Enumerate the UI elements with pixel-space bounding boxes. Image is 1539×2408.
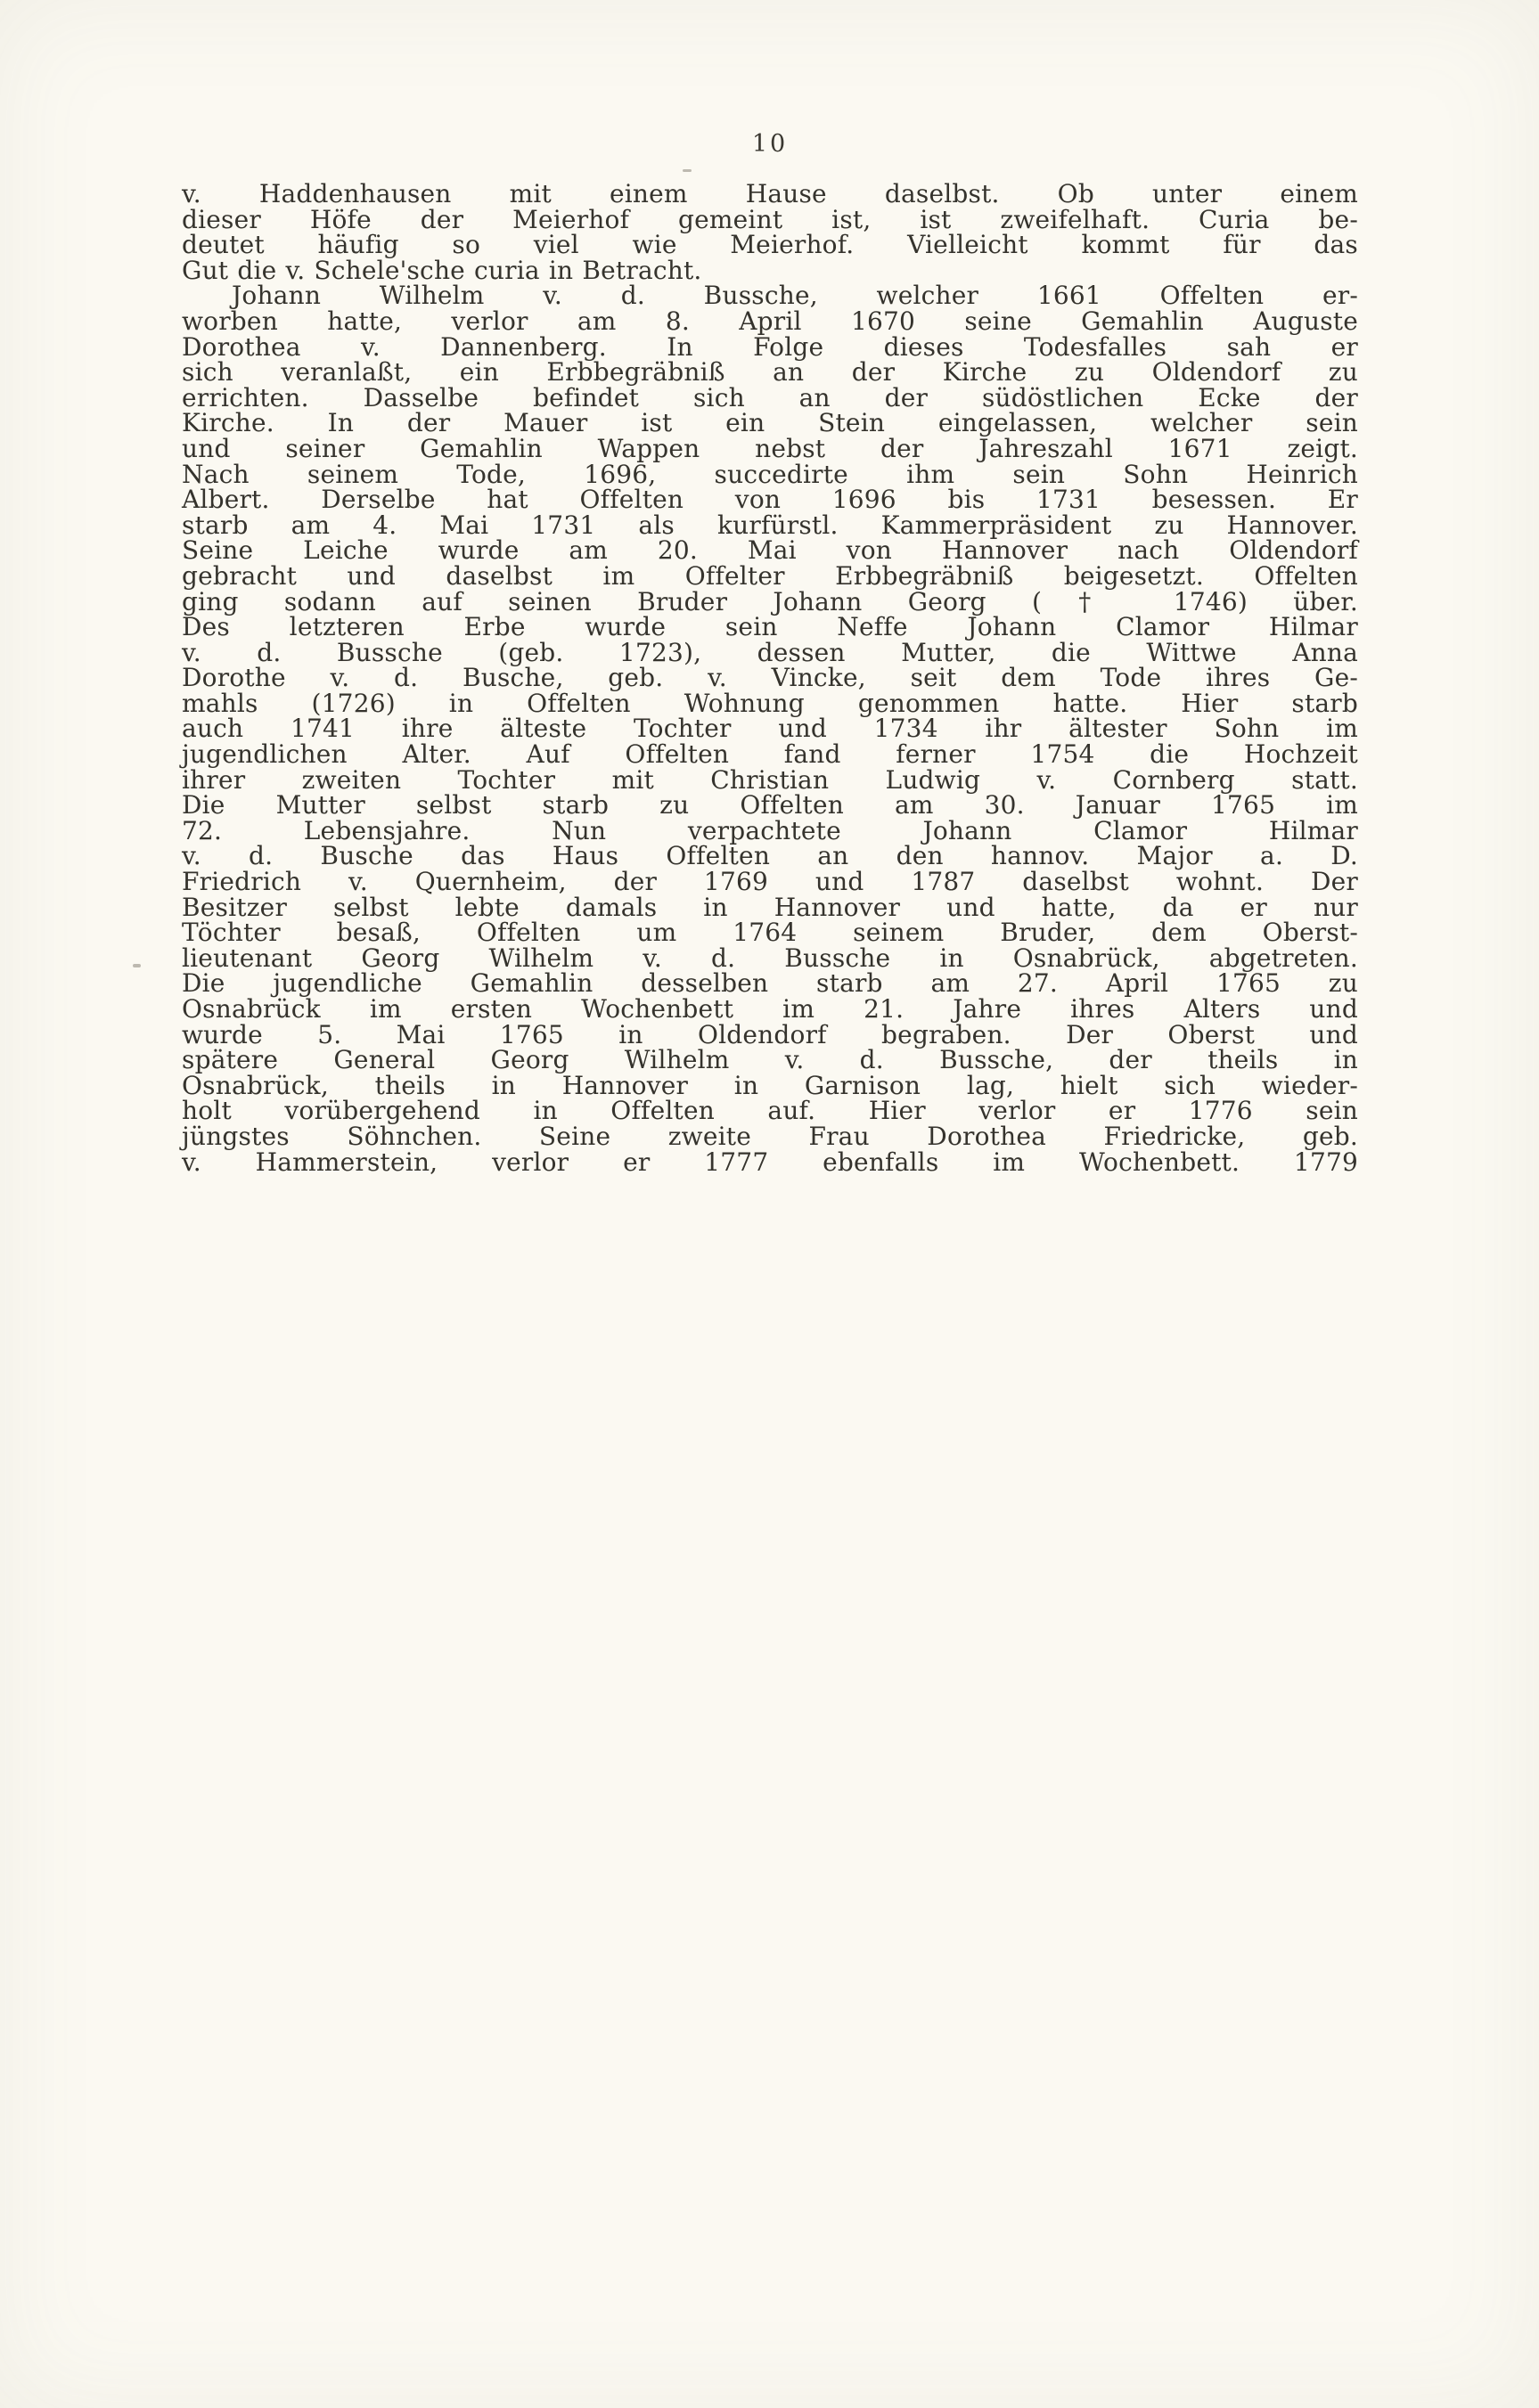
text-line: v. d. Bussche (geb. 1723), dessen Mutter, die Wittwe Anna xyxy=(182,637,1358,667)
text-line: sich veranlaßt, ein Erbbegräbniß an der Kirche zu Oldendorf zu xyxy=(182,357,1358,388)
text-line: Johann Wilhelm v. d. Bussche, welcher 1661 Offelten er- xyxy=(232,281,1358,311)
text-line: und seiner Gemahlin Wappen nebst der Jahreszahl 1671 zeigt. xyxy=(182,433,1358,463)
text-line: deutet häufig so viel wie Meierhof. Vielleicht kommt für das xyxy=(182,230,1358,260)
text-line: Albert. Derselbe hat Offelten von 1696 bis 1731 besessen. Er xyxy=(182,485,1358,515)
text-line: holt vorübergehend in Offelten auf. Hier verlor er 1776 sein xyxy=(182,1096,1358,1126)
text-line: Dorothe v. d. Busche, geb. v. Vincke, seit dem Tode ihres Ge- xyxy=(182,663,1358,693)
text-line: v. Hammerstein, verlor er 1777 ebenfalls im Wochenbett. 1779 xyxy=(182,1147,1358,1177)
text-line: Seine Leiche wurde am 20. Mai von Hannover nach Oldendorf xyxy=(182,535,1358,566)
text-line: v. d. Busche das Haus Offelten an den hannov. Major a. D. xyxy=(182,841,1358,871)
text-line: Des letzteren Erbe wurde sein Neffe Johann Clamor Hilmar xyxy=(182,612,1358,642)
scan-artifact-margin-dot xyxy=(133,964,141,967)
text-line: Osnabrück im ersten Wochenbett im 21. Jahre ihres Alters und xyxy=(182,994,1358,1024)
text-line: 72. Lebensjahre. Nun verpachtete Johann Clamor Hilmar xyxy=(182,815,1358,845)
text-line: Dorothea v. Dannenberg. In Folge dieses Todesfalles sah er xyxy=(182,331,1358,362)
text-line: spätere General Georg Wilhelm v. d. Bussche, der theils in xyxy=(182,1045,1358,1075)
body-text-block xyxy=(182,179,1358,1177)
text-line: jugendlichen Alter. Auf Offelten fand ferner 1754 die Hochzeit xyxy=(182,739,1358,770)
text-line: Besitzer selbst lebte damals in Hannover und hatte, da er nur xyxy=(182,892,1358,922)
text-line: Gut die v. Schele'sche curia in Betracht. xyxy=(182,255,702,285)
text-line: Die Mutter selbst starb zu Offelten am 30. Januar 1765 im xyxy=(182,790,1358,820)
text-line: v. Haddenhausen mit einem Hause daselbst. Ob unter einem xyxy=(182,179,1358,208)
text-line: Kirche. In der Mauer ist ein Stein eingelassen, welcher sein xyxy=(182,408,1358,438)
text-line: Friedrich v. Quernheim, der 1769 und 1787 daselbst wohnt. Der xyxy=(182,867,1358,897)
text-line: Töchter besaß, Offelten um 1764 seinem Bruder, dem Oberst- xyxy=(182,918,1358,948)
text-line: worben hatte, verlor am 8. April 1670 seine Gemahlin Auguste xyxy=(182,306,1358,336)
text-line: dieser Höfe der Meierhof gemeint ist, ist zweifelhaft. Curia be- xyxy=(182,204,1358,234)
text-line: Osnabrück, theils in Hannover in Garnison lag, hielt sich wieder- xyxy=(182,1070,1358,1100)
text-line: jüngstes Söhnchen. Seine zweite Frau Dorothea Friedricke, geb. xyxy=(182,1121,1358,1151)
text-line: auch 1741 ihre älteste Tochter und 1734 ihr ältester Sohn im xyxy=(182,714,1358,744)
text-line: wurde 5. Mai 1765 in Oldendorf begraben. Der Oberst und xyxy=(182,1019,1358,1049)
text-line: mahls (1726) in Offelten Wohnung genommen hatte. Hier starb xyxy=(182,688,1358,718)
text-line: Die jugendliche Gemahlin desselben starb am 27. April 1765 zu xyxy=(182,968,1358,999)
text-line: ging sodann auf seinen Bruder Johann Georg († 1746) über. xyxy=(182,586,1358,616)
text-line: starb am 4. Mai 1731 als kurfürstl. Kammerpräsident zu Hannover. xyxy=(182,510,1358,540)
page-number: 10 xyxy=(751,130,789,158)
text-line: lieutenant Georg Wilhelm v. d. Bussche in Osnabrück, abgetreten. xyxy=(182,943,1358,973)
scan-artifact-mark xyxy=(683,169,692,172)
text-line: ihrer zweiten Tochter mit Christian Ludwig v. Cornberg statt. xyxy=(182,764,1358,795)
text-line: errichten. Dasselbe befindet sich an der südöstlichen Ecke der xyxy=(182,382,1358,412)
text-line: gebracht und daselbst im Offelter Erbbegräbniß beigesetzt. Offelten xyxy=(182,560,1358,591)
text-line: Nach seinem Tode, 1696, succedirte ihm sein Sohn Heinrich xyxy=(182,459,1358,489)
